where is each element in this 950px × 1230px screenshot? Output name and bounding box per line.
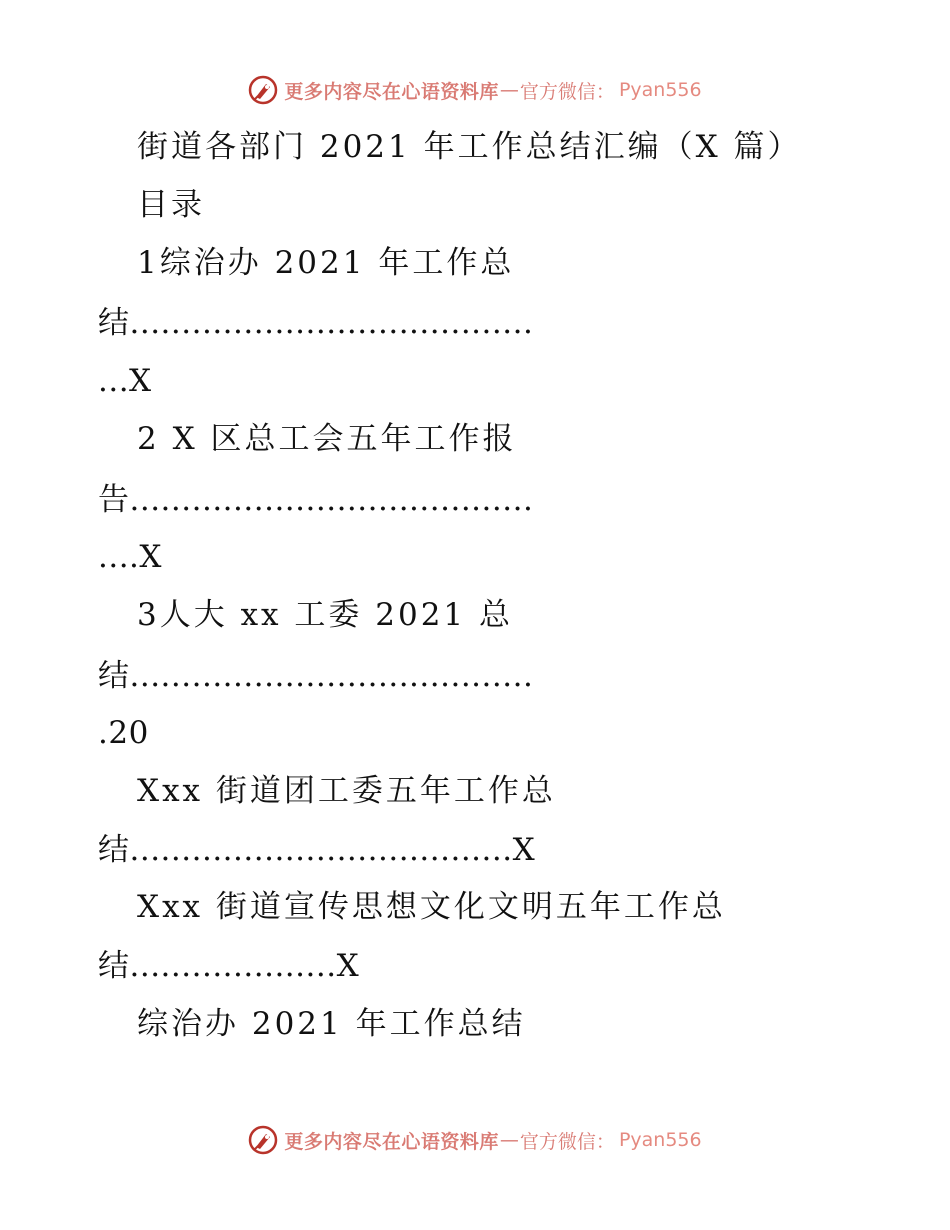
footer-watermark-banner: [0, 1120, 950, 1160]
banner-text: 更多内容尽在心语资料库: [284, 1130, 499, 1153]
banner-contact-label: 官方微信：: [519, 1130, 615, 1153]
pen-nib-icon: [248, 1125, 278, 1155]
banner-dash: —: [499, 79, 519, 101]
toc-entry-3-page: .20: [98, 715, 149, 751]
banner-wechat-id: Pyan556: [618, 79, 702, 101]
toc-entry-2-leader: 告.......................................: [98, 482, 534, 518]
toc-heading: 目录: [137, 187, 205, 223]
toc-entry-5-title: Xxx 街道宣传思想文化文明五年工作总: [137, 889, 726, 925]
document-title: 街道各部门 2021 年工作总结汇编（X 篇）: [137, 129, 802, 165]
toc-entry-3-leader: 结.......................................: [98, 658, 534, 694]
section-heading: 综治办 2021 年工作总结: [137, 1006, 526, 1042]
banner-contact-label: 官方微信：: [519, 80, 615, 103]
banner-wechat-id: Pyan556: [618, 1129, 702, 1151]
banner-dash: —: [499, 1129, 519, 1151]
toc-entry-5-leader: 结....................X: [98, 948, 360, 984]
toc-entry-1-title: 1综治办 2021 年工作总: [137, 245, 515, 281]
banner-text: 更多内容尽在心语资料库: [284, 80, 499, 103]
toc-entry-1-page: ...X: [98, 363, 152, 399]
pen-nib-icon: [248, 75, 278, 105]
header-watermark-banner: [0, 70, 950, 110]
toc-entry-4-leader: 结.....................................X: [98, 832, 536, 868]
toc-entry-2-title: 2 X 区总工会五年工作报: [137, 421, 517, 457]
toc-entry-3-title: 3人大 xx 工委 2021 总: [137, 597, 513, 633]
toc-entry-2-page: ....X: [98, 539, 162, 575]
toc-entry-1-leader: 结.......................................: [98, 305, 534, 341]
toc-entry-4-title: Xxx 街道团工委五年工作总: [137, 773, 556, 809]
